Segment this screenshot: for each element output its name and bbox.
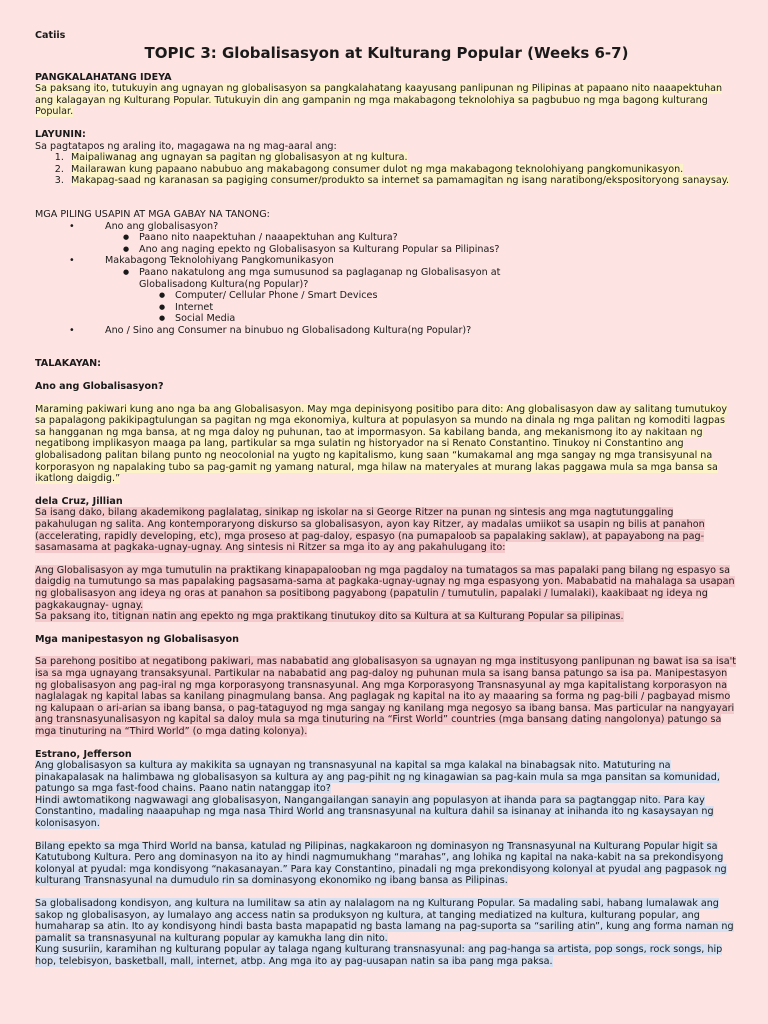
estrano-paragraph: Ang globalisasyon sa kultura ay makikita sa ugnayan ng transnasyunal na kapital sa mga kalakal na binabagsak nito. Matuturing na pinakapalasak na halimbawa ng globalisasyon sa kultura ay ang pag-pihit ng ng kinagawian sa pag-kain mula sa mga pansitan sa komunidad, patungo sa mga fast-food chains. Paano natin natanggap ito?	[35, 760, 720, 795]
objectives-intro: Sa pagtatapos ng araling ito, magagawa na ng mag-aaral ang:	[35, 140, 337, 152]
contributor-name: dela Cruz, Jillian	[35, 495, 123, 507]
talakayan-paragraph: Maraming pakiwari kung ano nga ba ang Globalisasyon. May mga depinisyong positibo para dito: Ang globalisasyon daw ay salitang tumutukoy sa papalagong pakikipagtulungan sa pagitan ng mga ekonomiya, kultura at populasyon sa mundo na dinala ng mga palitan ng komoditi lagpas sa hangganan ng mga bansa, at ng mga daloy ng puhunan, tao at impormasyon. Sa kabilang banda, ang mekanismong ito ay nakitaan ng negatibong implikasyon maaga pa lang, partikular sa mga sulatin ng historyador na si Renato Constantino. Tinukoy ni Constantino ang globalisadong palitan bilang punto ng neocolonial na yugto ng kapitalismo, kung saan “kumakamal ang mga sangay ng mga transisyunal na korporasyon ng napalaking tubo sa pag-gamit ng yamang natural, mga hilaw na materyales at murang lakas paggawa mula sa mga bansa sa ikatlong daigdig.”	[35, 403, 728, 485]
issue-subitem: ● Ano ang naging epekto ng Globalisasyon sa Kulturang Popular sa Pilipinas?	[35, 244, 738, 256]
delacruz-paragraph: Sa isang dako, bilang akademikong paglalatag, sinikap ng iskolar na si George Ritzer na punan ng sintesis ang mga nagtutunggaling pakahulugan ng salita. Ang kontemporaryong diskurso sa globalisasyon, ayon kay Ritzer, ay madalas umiikot sa usapin ng bilis at panahon (accelerating, rapidly developing, etc), mga proseso at pag-daloy, espasyo (na pumapaloob sa papalaking saklaw), at papayabong na pag-sasamasama at pagkaka-ugnay-ugnay. Ang sintesis ni Ritzer sa mga ito ay ang pakahulugang ito:	[35, 507, 705, 554]
estrano-paragraph: Sa globalisadong kondisyon, ang kultura na lumilitaw sa atin ay nalalagom na ng Kulturang Popular. Sa madaling sabi, habang lumalawak ang sakop ng globalisasyon, ay lumalayo ang access natin sa produksyon ng kultura, at tanging mediatized na kultura, kulturang popular, ang humaharap sa atin. Ito ay kondisyong hindi basta basta mapapatid ng basta lamang na pag-suporta sa “sariling atin”, kung ang forma naman ng pamalit sa transnasyunal na kulturang popular ay kamukha lang din nito.	[35, 898, 734, 944]
contributor-name: Estrano, Jefferson	[35, 748, 132, 760]
issue-subitem: ● Paano nakatulong ang mga sumusunod sa paglaganap ng Globalisasyon at	[35, 267, 738, 279]
delacruz-paragraph: Ang Globalisasyon ay mga tumutulin na praktikang kinapapalooban ng mga pagdaloy na tumatagos sa mas papalaki pang bilang ng espasyo sa daigdig na tumutungo sa mas papalaking pagsasama-sama at pagkaka-ugnay-ugnay ng mga espasyong yon. Mababatid na mahalaga sa usapan ng globalisasyon ang ideya ng oras at panahon sa positibong pagyabong (papatulin / tumutulin, papalaki / lumalaki), kaakibaat ng ideya ng pagkakaugnay- ugnay.	[35, 564, 735, 611]
objective-item: 2. Mailarawan kung papaano nabubuo ang makabagong consumer dulot ng mga makabagong teknolohiyang pangkomunikasyon.	[67, 164, 738, 176]
delacruz-paragraph: Sa paksang ito, titignan natin ang epekto ng mga praktikang tinutukoy dito sa Kultura at sa Kulturang Popular sa pilipinas.	[35, 611, 624, 623]
estrano-paragraph: Kung susuriin, karamihan ng kulturang popular ay talaga ngang kulturang transnasyunal: ang pag-hanga sa artista, pop songs, rock songs, hip hop, telebisyon, basketball, mall, internet, atbp. Ang mga ito ay pag-uusapan natin sa iba pang mga paksa.	[35, 944, 723, 967]
issue-subitem: ● Paano nito naapektuhan / naaapektuhan ang Kultura?	[35, 232, 738, 244]
issue-subsubitem: ● Computer/ Cellular Phone / Smart Devices	[35, 290, 738, 302]
objectives-heading: LAYUNIN:	[35, 128, 86, 140]
objectives-list	[35, 152, 738, 187]
manifest-heading: Mga manipestasyon ng Globalisasyon	[35, 633, 239, 645]
estrano-paragraph: Hindi awtomatikong nagwawagi ang globalisasyon, Nangangailangan sanayin ang populasyon at ihanda para sa pagtanggap nito. Para kay Constantino, madaling naaapuhap ng mga nasa Third World ang transnasyunal na kultura dahil sa isinanay at inihanda ito ng kasaysayan ng kolonisasyon.	[35, 794, 714, 830]
issue-item: • Ano ang globalisasyon?	[35, 221, 738, 233]
objective-item: 3. Makapag-saad ng karanasan sa pagiging consumer/produkto sa internet sa pamamagitan ng isang naratibong/ekspositoryong sanaysay.	[67, 175, 738, 187]
talakayan-subheading: Ano ang Globalisasyon?	[35, 381, 164, 393]
issue-item: • Makabagong Teknolohiyang Pangkomunikasyon	[35, 255, 738, 267]
issues-heading: MGA PILING USAPIN AT MGA GABAY NA TANONG:	[35, 208, 270, 220]
issue-subitem-cont: Globalisadong Kultura(ng Popular)?	[139, 278, 309, 290]
estrano-paragraph: Bilang epekto sa mga Third World na bansa, katulad ng Pilipinas, nagkakaroon ng dominasyon ng Transnasyunal na Kulturang Popular higit sa Katutubong Kultura. Pero ang dominasyon na ito ay hindi nagmumukhang “marahas”, ang lohika ng kapital na naka-kabit na sa prekondisyong kolonyal at pyudal: mga kondisyong “nakasanayan.” Para kay Constantino, pinadali ng mga prekondisyong kolonyal at pyudal ang pagpasok ng kulturang Transnasyunal na dumudulo rin sa dominasyong ekonomiko ng ibang bansa as Pilipinas.	[35, 840, 727, 887]
overview-heading: PANGKALAHATANG IDEYA	[35, 71, 172, 83]
issue-item: • Ano / Sino ang Consumer na binubuo ng Globalisadong Kultura(ng Popular)?	[35, 325, 738, 337]
overview-text: Sa paksang ito, tutukuyin ang ugnayan ng globalisasyon sa pangkalahatang kaayusang panlipunan ng Pilipinas at papaano nito naaapektuhan ang kalagayan ng Kulturang Popular. Tutukuyin din ang gampanin ng mga makabagong teknolohiya sa pagbubuo ng mga bagong kulturang Popular.	[35, 83, 723, 118]
issue-subsubitem: ● Social Media	[35, 313, 738, 325]
page-title: TOPIC 3: Globalisasyon at Kulturang Popular (Weeks 6-7)	[144, 43, 629, 62]
talakayan-heading: TALAKAYAN:	[35, 358, 102, 370]
issue-subsubitem: ● Internet	[35, 302, 738, 314]
author-label: Catiis	[35, 30, 66, 41]
manifest-paragraph: Sa parehong positibo at negatibong pakiwari, mas nababatid ang globalisasyon sa ugnayan ng mga institusyong panlipunan ng bawat isa sa isa't isa sa mga ugnayang transaksyunal. Partikular na nababatid ang pag-daloy ng puhunan mula sa isang bansa patungo sa isa pa. Manipestasyon ng globalisasyon ang pag-iral ng mga korporasyong transnasyunal. Ang mga Korporasyong Transnasyunal ay mga kapitalistang korporasyon na naglalagak ng kapital labas sa kanilang pinagmulang bansa. Ang paglagak ng kapital na ito ay maaaring sa forma ng pag-bili / pagbayad mismo ng kalupaan o ari-arian sa ibang bansa, o pag-tataguyod ng mga sangay ng kanilang mga negosyo sa ibang bansa. Mas particular na nangyayari ang transnasyunalisasyon ng kapital sa daloy mula sa mga tinuturing na “First World” countries (mga bansang dating nangolonya) patungo sa mga tinuturing na “Third World” (o mga dating kolonya).	[35, 656, 736, 737]
objective-item: 1. Maipaliwanag ang ugnayan sa pagitan ng globalisasyon at ng kultura.	[67, 152, 738, 164]
